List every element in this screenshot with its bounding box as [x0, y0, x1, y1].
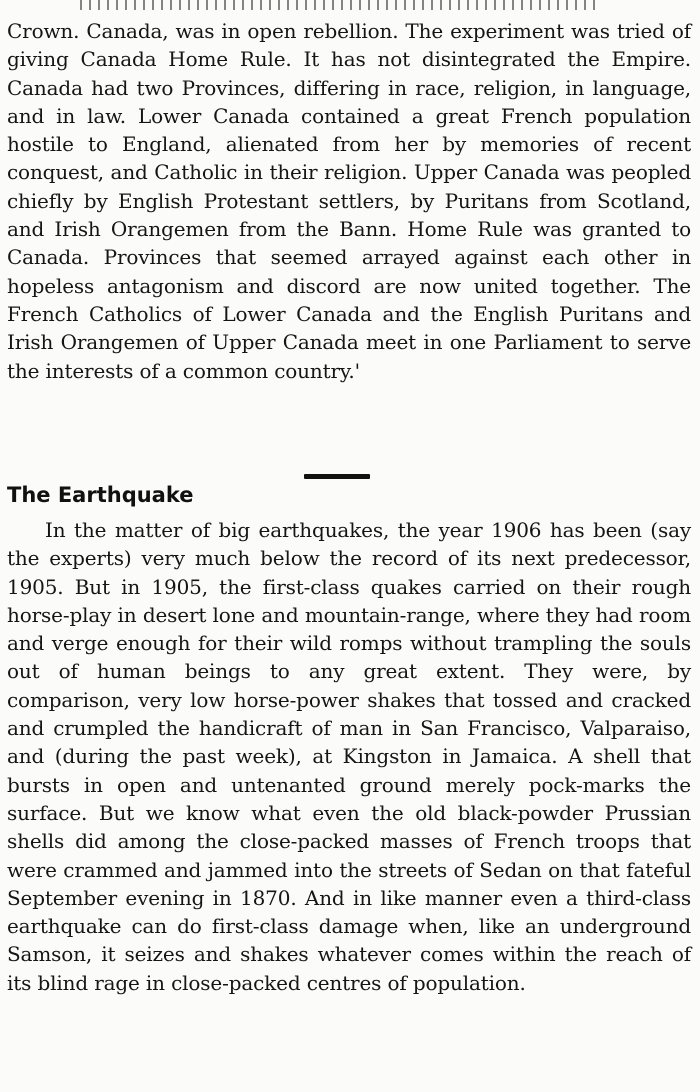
earthquake-paragraph: In the matter of big earthquakes, the year 1906 has been (say the experts) very much below the record of its next predecessor, 1905. But in 1905, the first-class quakes carried on their rough horse-play in desert lone and mountain-range, where they had room and verge enough for their wild romps without trampling the souls out of human beings to any great extent. They were, by comparison, very low horse-power shakes that tossed and cracked and crumpled the handicraft of man in San Francisco, Valparaiso, and (during the past week), at Kingston in Jamaica. A shell that bursts in open and untenanted ground merely pock-marks the surface. But we know what even the old black-powder Prussian shells did among the close-packed masses of French troops that were crammed and jammed into the streets of Sedan on that fateful September evening in 1870. And in like manner even a third-class earthquake can do first-class damage when, like an underground Samson, it seizes and shakes whatever comes within the reach of its blind rage in close-packed centres of population. — [7, 518, 691, 995]
torn-top-edge — [80, 0, 600, 10]
section-heading: The Earthquake — [7, 483, 194, 507]
section-divider — [304, 474, 370, 479]
continuation-paragraph: Crown. Canada, was in open rebellion. The experiment was tried of giving Canada Home Rule. It has not disintegrated the Empire. Canada had two Provinces, differing in race, religion, in language, and in law. Lower Canada contained a great French population hostile to England, alienated from her by memories of recent conquest, and Catholic in their religion. Upper Canada was peopled chiefly by English Protestant settlers, by Puritans from Scotland, and Irish Orangemen from the Bann. Home Rule was granted to Canada. Provinces that seemed arrayed against each other in hopeless antagonism and discord are now united together. The French Catholics of Lower Canada and the English Puritans and Irish Orangemen of Upper Canada meet in one Parliament to serve the interests of a common country.' — [7, 19, 691, 383]
